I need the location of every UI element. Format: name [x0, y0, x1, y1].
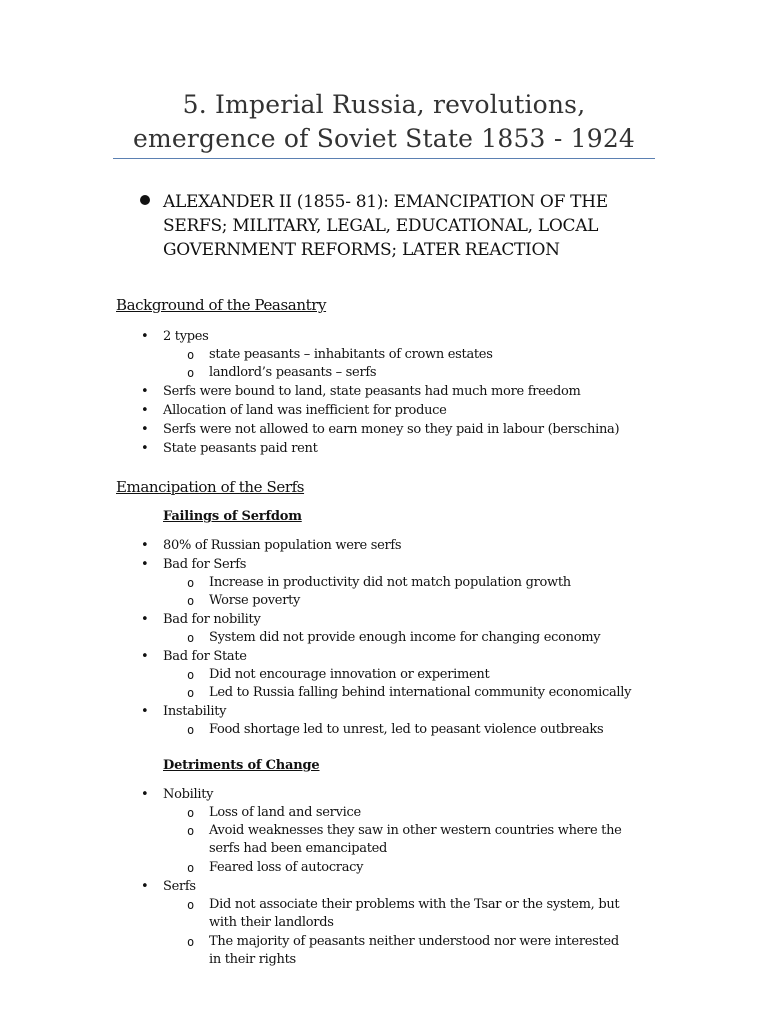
- sub-bullet-marker: o: [187, 898, 195, 912]
- sub-list-item: Did not encourage innovation or experiment: [209, 667, 490, 682]
- sub-list-item-continuation: serfs had been emancipated: [209, 841, 388, 856]
- sub-list-item: Feared loss of autocracy: [209, 860, 364, 875]
- sub-bullet-marker: o: [187, 806, 195, 820]
- bullet-marker: •: [141, 557, 149, 572]
- sub-list-item: state peasants – inhabitants of crown estates: [209, 347, 493, 362]
- bullet-marker: •: [141, 403, 149, 418]
- list-item: Bad for Serfs: [163, 557, 247, 572]
- section-heading-background: Background of the Peasantry: [116, 296, 327, 314]
- sub-list-item: The majority of peasants neither understood nor were interested: [209, 934, 619, 949]
- bullet-marker: •: [141, 879, 149, 894]
- main-heading-line-1: ALEXANDER II (1855- 81): EMANCIPATION OF THE: [163, 192, 608, 212]
- bullet-marker: •: [141, 422, 149, 437]
- sub-list-item: Loss of land and service: [209, 805, 361, 820]
- list-item: State peasants paid rent: [163, 441, 318, 456]
- bullet-marker: •: [141, 384, 149, 399]
- sub-bullet-marker: o: [187, 668, 195, 682]
- title-line-1: 5. Imperial Russia, revolutions,: [182, 90, 586, 119]
- sub-bullet-marker: o: [187, 366, 195, 380]
- sub-bullet-marker: o: [187, 576, 195, 590]
- subsection-heading-detriments: Detriments of Change: [163, 758, 320, 773]
- bullet-marker: •: [141, 329, 149, 344]
- sub-bullet-marker: o: [187, 935, 195, 949]
- sub-bullet-marker: o: [187, 824, 195, 838]
- list-item: 80% of Russian population were serfs: [163, 538, 402, 553]
- section-heading-emancipation: Emancipation of the Serfs: [116, 478, 305, 496]
- title-divider: [113, 158, 655, 159]
- sub-list-item: Avoid weaknesses they saw in other western countries where the: [209, 823, 622, 838]
- sub-list-item-continuation: with their landlords: [209, 915, 334, 930]
- sub-bullet-marker: o: [187, 723, 195, 737]
- sub-list-item: Food shortage led to unrest, led to peasant violence outbreaks: [209, 722, 604, 737]
- bullet-marker: •: [141, 787, 149, 802]
- bullet-marker: •: [141, 649, 149, 664]
- list-item: Serfs: [163, 879, 196, 894]
- list-item: 2 types: [163, 329, 209, 344]
- sub-bullet-marker: o: [187, 686, 195, 700]
- list-item: Nobility: [163, 787, 214, 802]
- sub-bullet-marker: o: [187, 348, 195, 362]
- sub-list-item: Increase in productivity did not match population growth: [209, 575, 571, 590]
- list-item: Bad for nobility: [163, 612, 261, 627]
- sub-bullet-marker: o: [187, 594, 195, 608]
- list-item: Serfs were not allowed to earn money so they paid in labour (berschina): [163, 422, 620, 437]
- bullet-marker: •: [141, 441, 149, 456]
- subsection-heading-failings: Failings of Serfdom: [163, 509, 302, 524]
- sub-list-item: landlord’s peasants – serfs: [209, 365, 377, 380]
- list-item: Allocation of land was inefficient for produce: [163, 403, 447, 418]
- list-item: Instability: [163, 704, 227, 719]
- sub-bullet-marker: o: [187, 861, 195, 875]
- bullet-dot-icon: [140, 195, 150, 205]
- sub-list-item: Worse poverty: [209, 593, 301, 608]
- main-heading-line-3: GOVERNMENT REFORMS; LATER REACTION: [163, 240, 560, 260]
- bullet-marker: •: [141, 538, 149, 553]
- sub-bullet-marker: o: [187, 631, 195, 645]
- sub-list-item: Did not associate their problems with the Tsar or the system, but: [209, 897, 620, 912]
- sub-list-item-continuation: in their rights: [209, 952, 296, 967]
- list-item: Serfs were bound to land, state peasants had much more freedom: [163, 384, 581, 399]
- main-heading-line-2: SERFS; MILITARY, LEGAL, EDUCATIONAL, LOCAL: [163, 216, 599, 236]
- title-line-2: emergence of Soviet State 1853 - 1924: [132, 124, 636, 153]
- bullet-marker: •: [141, 704, 149, 719]
- main-heading-text: [163, 190, 653, 262]
- bullet-marker: •: [141, 612, 149, 627]
- list-item: Bad for State: [163, 649, 247, 664]
- page-title: [110, 88, 658, 156]
- sub-list-item: Led to Russia falling behind international community economically: [209, 685, 632, 700]
- sub-list-item: System did not provide enough income for changing economy: [209, 630, 601, 645]
